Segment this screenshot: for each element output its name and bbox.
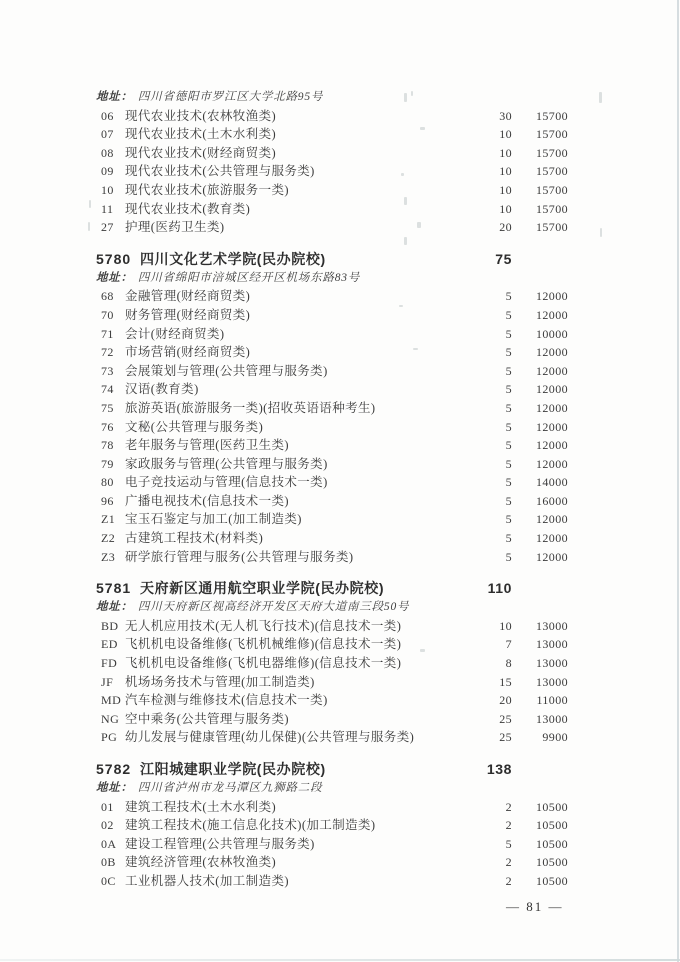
major-code: FD (101, 656, 118, 671)
major-fee: 12000 (536, 363, 568, 378)
major-fee: 15700 (536, 201, 568, 216)
major-row (96, 728, 568, 747)
major-name: 旅游英语(旅游服务一类)(招收英语语种考生) (125, 400, 376, 415)
major-quota: 5 (505, 289, 512, 304)
major-fee: 10500 (536, 855, 568, 870)
major-quota: 5 (505, 549, 512, 564)
major-quota: 20 (499, 220, 512, 235)
major-quota: 2 (505, 799, 512, 814)
college-section (96, 759, 568, 891)
college-total-quota: 75 (495, 250, 512, 267)
major-name: 机场场务技术与管理(加工制造类) (125, 674, 315, 689)
major-fee: 10000 (536, 326, 568, 341)
major-fee: 13000 (536, 711, 568, 726)
major-row (96, 399, 568, 418)
major-name: 老年服务与管理(医药卫生类) (125, 438, 289, 453)
major-row (96, 853, 568, 872)
major-quota: 10 (499, 182, 512, 197)
major-fee: 15700 (536, 127, 568, 142)
major-row (96, 162, 568, 181)
major-quota: 5 (505, 326, 512, 341)
major-row (96, 436, 568, 455)
major-code: JF (101, 674, 114, 689)
address-line (96, 779, 568, 798)
major-name: 古建筑工程技术(材料类) (125, 531, 264, 546)
scan-artifact (404, 93, 407, 102)
major-row (96, 835, 568, 854)
scan-artifact (413, 348, 418, 350)
major-code: 0B (101, 855, 116, 870)
major-row (96, 654, 568, 673)
major-name: 建筑经济管理(农林牧渔类) (125, 855, 277, 870)
major-fee: 12000 (536, 345, 568, 360)
address-line (96, 88, 568, 107)
major-fee: 15700 (536, 220, 568, 235)
major-fee: 15700 (536, 164, 568, 179)
major-code: 27 (101, 220, 114, 235)
major-row (96, 473, 568, 492)
major-code: 01 (101, 799, 114, 814)
major-row (96, 548, 568, 567)
major-quota: 15 (499, 674, 512, 689)
major-row (96, 673, 568, 692)
major-quota: 5 (505, 836, 512, 851)
major-row (96, 287, 568, 306)
major-name: 建筑工程技术(施工信息化技术)(加工制造类) (125, 818, 376, 833)
major-fee: 10500 (536, 799, 568, 814)
major-row (96, 200, 568, 219)
major-row (96, 380, 568, 399)
major-name: 汉语(教育类) (125, 382, 199, 397)
address-text: 四川省德阳市罗江区大学北路95号 (137, 91, 324, 103)
scan-artifact (399, 305, 403, 307)
major-row (96, 218, 568, 237)
major-code: 08 (101, 145, 114, 160)
major-code: 78 (101, 438, 114, 453)
major-quota: 30 (499, 108, 512, 123)
major-fee: 11000 (536, 693, 568, 708)
major-fee: 12000 (536, 456, 568, 471)
major-code: 70 (101, 307, 114, 322)
major-name: 现代农业技术(农林牧渔类) (125, 108, 277, 123)
college-header (96, 249, 568, 269)
major-quota: 20 (499, 693, 512, 708)
major-row (96, 362, 568, 381)
major-row (96, 710, 568, 729)
college-name: 四川文化艺术学院(民办院校) (140, 250, 326, 267)
major-row (96, 455, 568, 474)
address-label: 地址： (96, 601, 133, 614)
college-total-quota: 110 (487, 580, 512, 597)
major-row (96, 492, 568, 511)
major-code: 07 (101, 127, 114, 142)
major-fee: 12000 (536, 307, 568, 322)
major-quota: 2 (505, 855, 512, 870)
major-quota: 2 (505, 873, 512, 888)
major-code: 73 (101, 363, 114, 378)
major-row (96, 816, 568, 835)
address-label: 地址： (96, 91, 133, 103)
scan-artifact (404, 197, 407, 205)
major-fee: 12000 (536, 531, 568, 546)
major-fee: 13000 (536, 618, 568, 633)
college-total-quota: 138 (486, 761, 512, 777)
major-row (96, 798, 568, 817)
major-fee: 13000 (536, 656, 568, 671)
address-line (96, 269, 568, 288)
major-quota: 5 (505, 438, 512, 453)
major-quota: 7 (505, 637, 512, 652)
major-quota: 10 (499, 127, 512, 142)
major-quota: 5 (505, 456, 512, 471)
major-code: 72 (101, 345, 114, 360)
major-fee: 12000 (536, 289, 568, 304)
major-quota: 10 (499, 201, 512, 216)
major-fee: 13000 (536, 674, 568, 689)
major-fee: 15700 (536, 145, 568, 160)
major-fee: 12000 (536, 400, 568, 415)
major-row (96, 510, 568, 529)
major-row (96, 343, 568, 362)
major-code: 11 (101, 201, 114, 216)
major-quota: 5 (505, 419, 512, 434)
major-row (96, 125, 568, 144)
major-row (96, 181, 568, 200)
major-fee: 10500 (536, 836, 568, 851)
scan-artifact (88, 222, 90, 231)
major-quota: 5 (505, 307, 512, 322)
scan-edge-right (677, 0, 679, 962)
major-name: 现代农业技术(财经商贸类) (125, 145, 277, 160)
major-name: 财务管理(财经商贸类) (125, 307, 251, 322)
major-fee: 12000 (536, 549, 568, 564)
major-code: 71 (101, 326, 114, 341)
college-code: 5782 (96, 761, 132, 777)
scan-artifact (420, 127, 425, 130)
college-name: 江阳城建职业学院(民办院校) (140, 761, 326, 777)
major-row (96, 617, 568, 636)
major-name: 研学旅行管理与服务(公共管理与服务类) (125, 549, 354, 564)
major-name: 建设工程管理(公共管理与服务类) (125, 836, 315, 851)
major-quota: 5 (505, 493, 512, 508)
major-name: 汽车检测与维修技术(信息技术一类) (125, 693, 328, 708)
major-code: 75 (101, 400, 114, 415)
major-name: 飞机机电设备维修(飞机机械维修)(信息技术一类) (125, 637, 402, 652)
major-name: 金融管理(财经商贸类) (125, 289, 251, 304)
college-header (96, 578, 568, 598)
address-line (96, 598, 568, 617)
major-name: 无人机应用技术(无人机飞行技术)(信息技术一类) (125, 618, 402, 633)
major-name: 飞机机电设备维修(飞机电器维修)(信息技术一类) (125, 656, 402, 671)
major-row (96, 144, 568, 163)
major-fee: 14000 (536, 475, 568, 490)
major-name: 文秘(公共管理与服务类) (125, 419, 264, 434)
scan-artifact (599, 92, 602, 103)
major-fee: 12000 (536, 419, 568, 434)
address-text: 四川省绵阳市涪城区经开区机场东路83号 (137, 271, 361, 284)
major-code: 76 (101, 419, 114, 434)
major-code: PG (101, 730, 118, 745)
college-header (96, 759, 568, 779)
major-code: 0A (101, 836, 117, 851)
major-code: 02 (101, 818, 114, 833)
major-fee: 9900 (542, 730, 568, 745)
major-quota: 5 (505, 475, 512, 490)
major-quota: 10 (499, 618, 512, 633)
major-name: 幼儿发展与健康管理(幼儿保健)(公共管理与服务类) (125, 730, 415, 745)
major-name: 现代农业技术(旅游服务一类) (125, 182, 289, 197)
major-quota: 10 (499, 145, 512, 160)
major-name: 家政服务与管理(公共管理与服务类) (125, 456, 328, 471)
major-code: 0C (101, 873, 116, 888)
major-fee: 12000 (536, 512, 568, 527)
major-code: ED (101, 637, 118, 652)
major-quota: 25 (499, 730, 512, 745)
scan-edge-bottom (0, 959, 680, 961)
scan-artifact (417, 222, 421, 228)
major-fee: 12000 (536, 382, 568, 397)
scan-artifact (600, 228, 602, 237)
enrollment-plan-list (96, 88, 568, 891)
major-row (96, 635, 568, 654)
major-code: NG (101, 711, 120, 726)
major-fee: 10500 (536, 818, 568, 833)
major-fee: 10500 (536, 873, 568, 888)
address-label: 地址： (96, 271, 133, 284)
address-text: 四川省泸州市龙马潭区九狮路二段 (137, 782, 323, 794)
major-code: 79 (101, 456, 114, 471)
college-section (96, 249, 568, 567)
major-name: 现代农业技术(教育类) (125, 201, 251, 216)
major-row (96, 418, 568, 437)
major-name: 会计(财经商贸类) (125, 326, 225, 341)
major-name: 现代农业技术(公共管理与服务类) (125, 164, 315, 179)
address-label: 地址： (96, 782, 133, 794)
scan-artifact (401, 173, 404, 176)
major-code: BD (101, 618, 119, 633)
major-quota: 5 (505, 400, 512, 415)
college-section (96, 578, 568, 747)
major-quota: 5 (505, 363, 512, 378)
major-name: 护理(医药卫生类) (125, 220, 225, 235)
major-code: Z3 (101, 549, 116, 564)
major-code: 80 (101, 475, 114, 490)
major-quota: 2 (505, 818, 512, 833)
major-name: 市场营销(财经商贸类) (125, 345, 251, 360)
major-row (96, 691, 568, 710)
major-code: MD (101, 693, 122, 708)
major-quota: 5 (505, 382, 512, 397)
major-fee: 12000 (536, 438, 568, 453)
major-code: Z1 (101, 512, 116, 527)
major-quota: 5 (505, 531, 512, 546)
major-fee: 16000 (536, 493, 568, 508)
major-name: 宝玉石鉴定与加工(加工制造类) (125, 512, 302, 527)
scan-artifact (89, 200, 91, 208)
major-row (96, 872, 568, 891)
major-code: 68 (101, 289, 114, 304)
major-name: 会展策划与管理(公共管理与服务类) (125, 363, 328, 378)
major-name: 广播电视技术(信息技术一类) (125, 493, 289, 508)
major-fee: 15700 (536, 182, 568, 197)
page-number: — 81 — (506, 899, 564, 914)
major-quota: 10 (499, 164, 512, 179)
major-row (96, 325, 568, 344)
college-name: 天府新区通用航空职业学院(民办院校) (140, 580, 385, 597)
major-row (96, 107, 568, 126)
major-code: 09 (101, 164, 114, 179)
major-quota: 5 (505, 512, 512, 527)
major-row (96, 529, 568, 548)
college-section (96, 88, 568, 237)
major-code: 06 (101, 108, 114, 123)
major-code: 10 (101, 182, 114, 197)
address-text: 四川天府新区视高经济开发区天府大道南三段50号 (137, 601, 410, 614)
major-name: 现代农业技术(土木水利类) (125, 127, 277, 142)
major-name: 建筑工程技术(土木水利类) (125, 799, 277, 814)
major-code: Z2 (101, 531, 116, 546)
major-name: 电子竞技运动与管理(信息技术一类) (125, 475, 328, 490)
major-quota: 8 (505, 656, 512, 671)
scan-artifact (404, 237, 407, 245)
college-code: 5780 (96, 250, 132, 267)
scan-artifact (411, 91, 413, 96)
major-quota: 25 (499, 711, 512, 726)
major-fee: 13000 (536, 637, 568, 652)
major-name: 空中乘务(公共管理与服务类) (125, 711, 289, 726)
major-code: 74 (101, 382, 114, 397)
scan-artifact (420, 649, 425, 652)
major-quota: 5 (505, 345, 512, 360)
major-row (96, 306, 568, 325)
major-code: 96 (101, 493, 114, 508)
major-fee: 15700 (536, 108, 568, 123)
major-name: 工业机器人技术(加工制造类) (125, 873, 289, 888)
college-code: 5781 (96, 580, 132, 597)
